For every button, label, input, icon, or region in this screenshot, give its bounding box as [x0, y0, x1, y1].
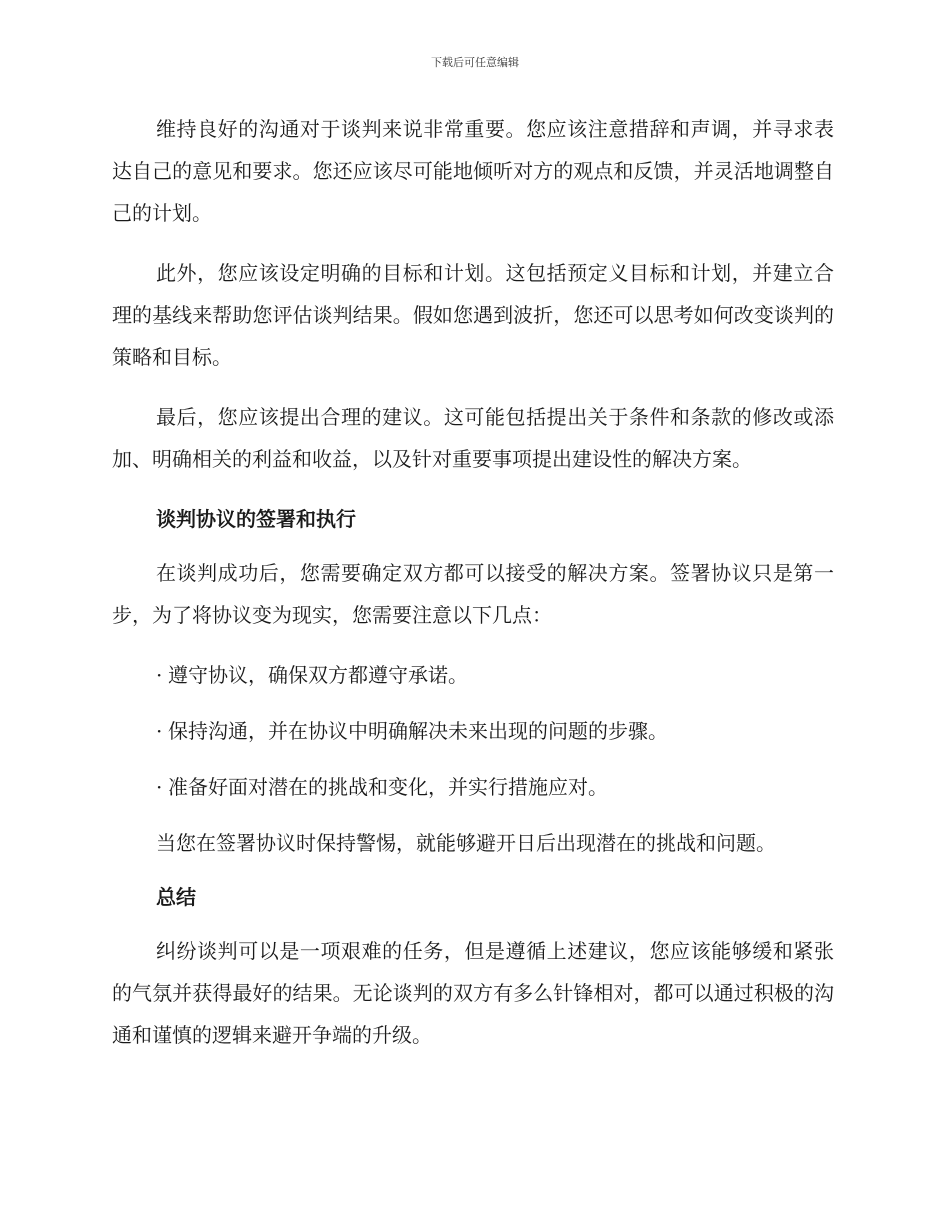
section-heading-summary: 总结 [156, 885, 196, 909]
document-body [112, 108, 834, 1074]
paragraph-summary: 纠纷谈判可以是一项艰难的任务，但是遵循上述建议，您应该能够缓和紧张的气氛并获得最好的结果。无论谈判的双方有多么针锋相对，都可以通过积极的沟通和谨慎的逻辑来避开争端的升级。 [112, 939, 834, 1047]
bullet-text: 遵守协议，确保双方都遵守承诺。 [168, 663, 468, 687]
bullet-item [112, 710, 834, 752]
bullet-dot-icon: · [156, 775, 163, 799]
paragraph-communication: 维持良好的沟通对于谈判来说非常重要。您应该注意措辞和声调，并寻求表达自己的意见和要求。您还应该尽可能地倾听对方的观点和反馈，并灵活地调整自己的计划。 [112, 117, 834, 225]
bullet-dot-icon: · [156, 663, 163, 687]
bullet-item [112, 654, 834, 696]
page-header: 下载后可任意编辑 [431, 56, 519, 69]
section-heading-agreement: 谈判协议的签署和执行 [156, 507, 356, 531]
paragraph-proposals: 最后，您应该提出合理的建议。这可能包括提出关于条件和条款的修改或添加、明确相关的利益和收益，以及针对重要事项提出建设性的解决方案。 [112, 405, 834, 471]
bullet-text: 准备好面对潜在的挑战和变化，并实行措施应对。 [168, 775, 608, 799]
bullet-text: 保持沟通，并在协议中明确解决未来出现的问题的步骤。 [168, 719, 668, 743]
bullet-dot-icon: · [156, 719, 163, 743]
paragraph-agreement-closing: 当您在签署协议时保持警惕，就能够避开日后出现潜在的挑战和问题。 [156, 831, 776, 855]
paragraph-goals: 此外，您应该设定明确的目标和计划。这包括预定义目标和计划，并建立合理的基线来帮助您评估谈判结果。假如您遇到波折，您还可以思考如何改变谈判的策略和目标。 [112, 261, 834, 369]
bullet-item [112, 766, 834, 808]
paragraph-agreement-intro: 在谈判成功后，您需要确定双方都可以接受的解决方案。签署协议只是第一步，为了将协议变为现实，您需要注意以下几点： [112, 561, 834, 627]
